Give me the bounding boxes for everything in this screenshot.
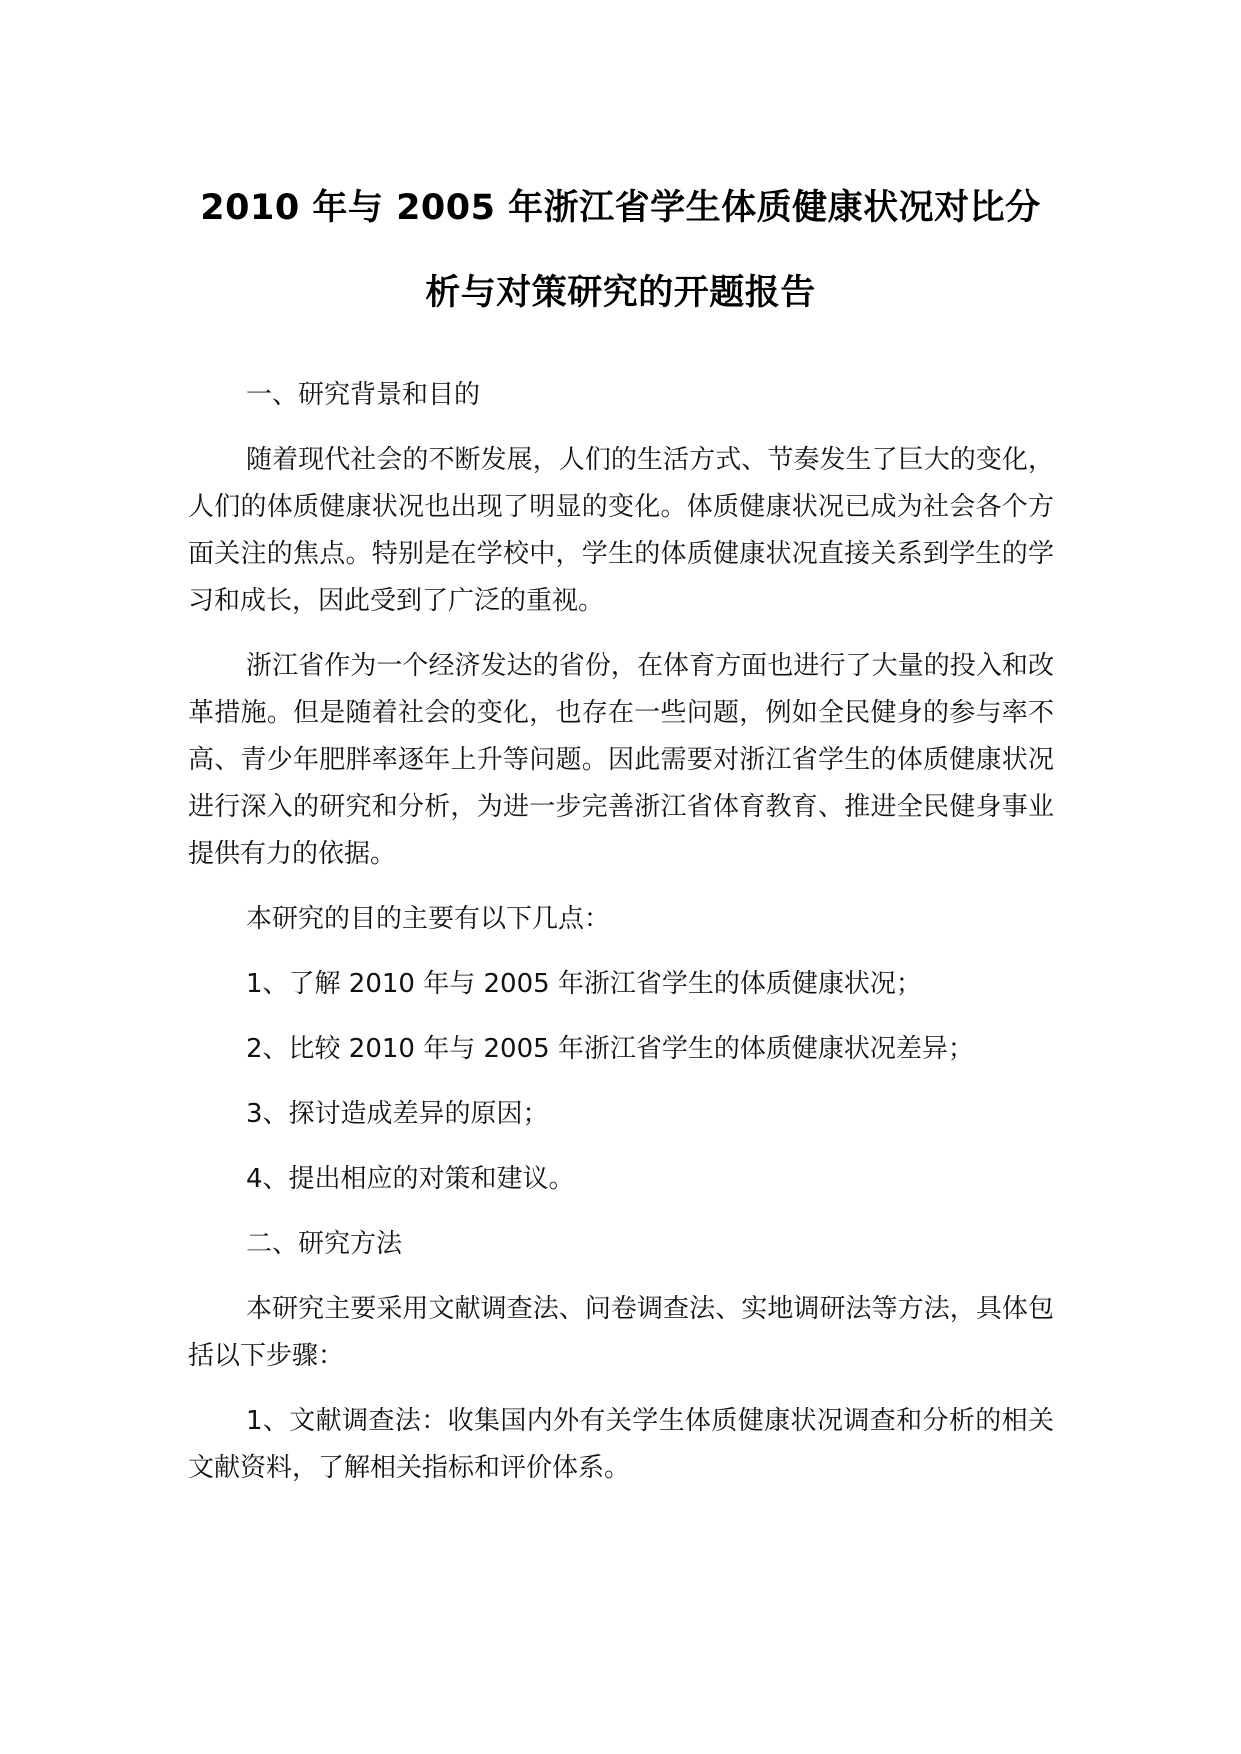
- paragraph-objectives-intro: 本研究的目的主要有以下几点：: [246, 904, 611, 934]
- objective-item-4: 4、提出相应的对策和建议。: [246, 1164, 575, 1194]
- objective-item-1: 1、了解 2010 年与 2005 年浙江省学生的体质健康状况；: [246, 969, 922, 999]
- document-title-line-2: 析与对策研究的开题报告: [425, 273, 816, 313]
- paragraph-methods-intro: 本研究主要采用文献调查法、问卷调查法、实地调研法等方法，具体包括以下步骤：: [188, 1294, 1054, 1371]
- objective-item-3: 3、探讨造成差异的原因；: [246, 1099, 549, 1129]
- document-title-line-1: 2010 年与 2005 年浙江省学生体质健康状况对比分: [200, 188, 1041, 228]
- paragraph-zhejiang: 浙江省作为一个经济发达的省份，在体育方面也进行了大量的投入和改革措施。但是随着社会的变化，也存在一些问题，例如全民健身的参与率不高、青少年肥胖率逐年上升等问题。因此需要对浙江省学生的体质健康状况进行深入的研究和分析，为进一步完善浙江省体育教育、推进全民健身事业提供有力的依据。: [188, 651, 1054, 869]
- method-item-1: 1、文献调查法：收集国内外有关学生体质健康状况调查和分析的相关文献资料，了解相关指标和评价体系。: [188, 1406, 1054, 1483]
- document-body: [188, 372, 1054, 1510]
- objective-item-2: 2、比较 2010 年与 2005 年浙江省学生的体质健康状况差异；: [246, 1034, 974, 1064]
- paragraph-background: 随着现代社会的不断发展，人们的生活方式、节奏发生了巨大的变化，人们的体质健康状况也出现了明显的变化。体质健康状况已成为社会各个方面关注的焦点。特别是在学校中，学生的体质健康状况直接关系到学生的学习和成长，因此受到了广泛的重视。: [188, 445, 1054, 616]
- section-heading-methods: 二、研究方法: [246, 1229, 403, 1259]
- section-heading-background: 一、研究背景和目的: [246, 380, 481, 410]
